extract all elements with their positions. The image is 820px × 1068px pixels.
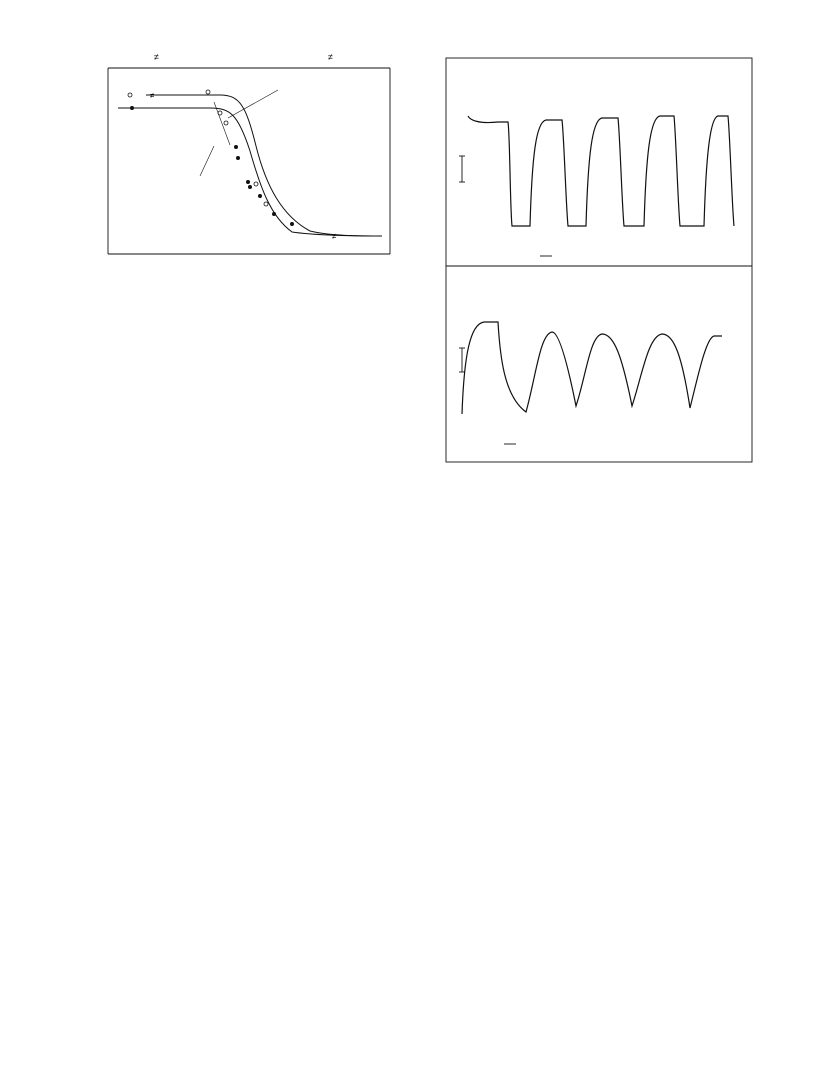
svg-text:≠: ≠ (150, 91, 155, 100)
figure-6 (60, 46, 400, 278)
svg-text:≠: ≠ (332, 232, 337, 241)
abbreviations-list (425, 692, 751, 782)
svg-text:≠: ≠ (328, 52, 333, 62)
figure-7 (418, 56, 758, 480)
svg-text:≠: ≠ (154, 52, 159, 62)
